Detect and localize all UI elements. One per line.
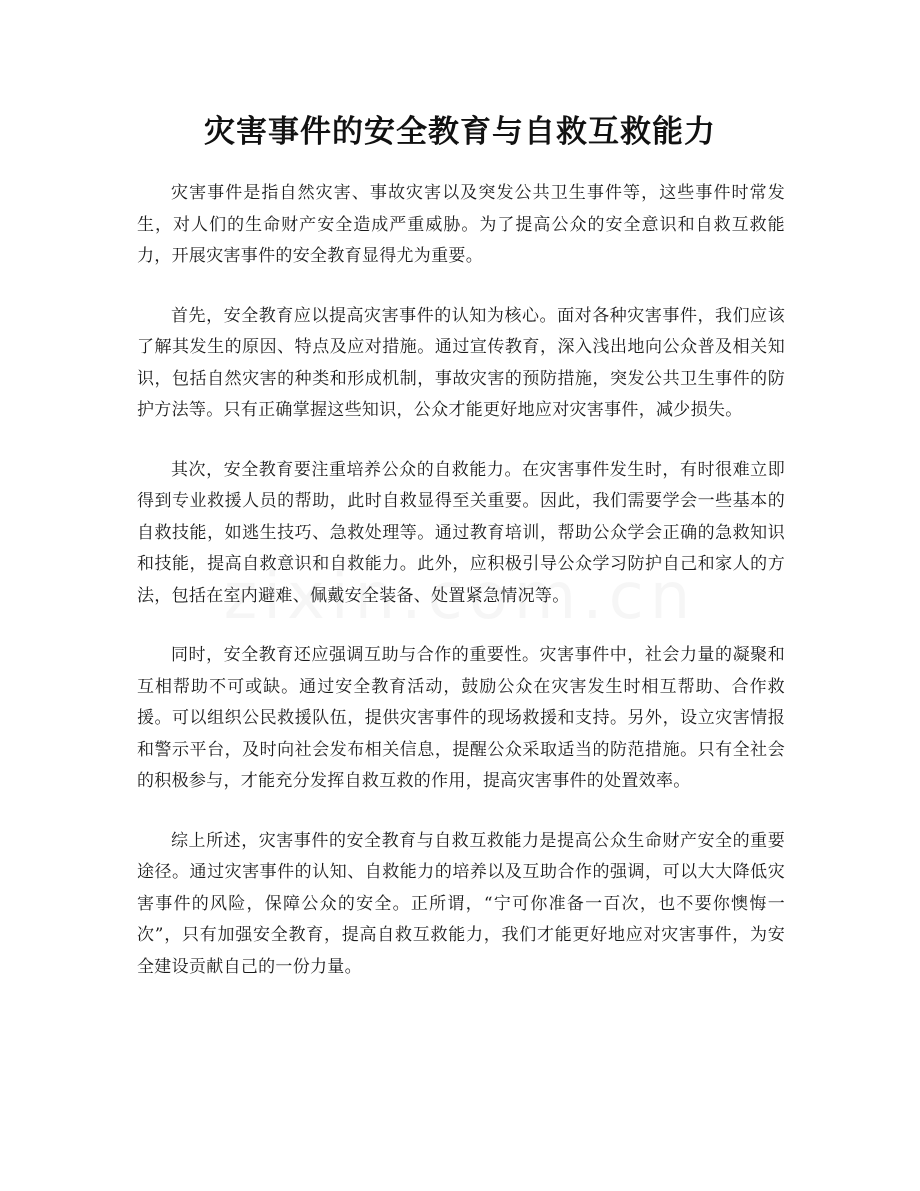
paragraph-self-rescue: 其次，安全教育要注重培养公众的自救能力。在灾害事件发生时，有时很难立即得到专业救援人员的帮助，此时自救显得至关重要。因此，我们需要学会一些基本的自救技能，如逃生技巧、急救处理等。通过教育培训，帮助公众学会正确的急救知识和技能，提高自救意识和自救能力。此外，应积极引导公众学习防护自己和家人的方法，包括在室内避难、佩戴安全装备、处置紧急情况等。 xyxy=(137,459,785,606)
paragraph-mutual-aid: 同时，安全教育还应强调互助与合作的重要性。灾害事件中，社会力量的凝聚和互相帮助不可或缺。通过安全教育活动，鼓励公众在灾害发生时相互帮助、合作救援。可以组织公民救援队伍，提供灾害事件的现场救援和支持。另外，设立灾害情报和警示平台，及时向社会发布相关信息，提醒公众采取适当的防范措施。只有全社会的积极参与，才能充分发挥自救互救的作用，提高灾害事件的处置效率。 xyxy=(137,645,785,791)
paragraph-awareness: 首先，安全教育应以提高灾害事件的认知为核心。面对各种灾害事件，我们应该了解其发生的原因、特点及应对措施。通过宣传教育，深入浅出地向公众普及相关知识，包括自然灾害的种类和形成机制，事故灾害的预防措施，突发公共卫生事件的防护方法等。只有正确掌握这些知识，公众才能更好地应对灾害事件，减少损失。 xyxy=(137,305,785,420)
page-title: 灾害事件的安全教育与自救互救能力 xyxy=(204,114,716,150)
paragraph-conclusion: 综上所述，灾害事件的安全教育与自救互救能力是提高公众生命财产安全的重要途径。通过灾害事件的认知、自救能力的培养以及互助合作的强调，可以大大降低灾害事件的风险，保障公众的安全。正所谓，“宁可你准备一百次，也不要你懊悔一次”，只有加强安全教育，提高自救互救能力，我们才能更好地应对灾害事件，为安全建设贡献自己的一份力量。 xyxy=(137,830,785,977)
paragraph-intro: 灾害事件是指自然灾害、事故灾害以及突发公共卫生事件等，这些事件时常发生，对人们的生命财产安全造成严重威胁。为了提高公众的安全意识和自救互救能力，开展灾害事件的安全教育显得尤为重要。 xyxy=(137,183,785,266)
document-body xyxy=(137,178,785,983)
